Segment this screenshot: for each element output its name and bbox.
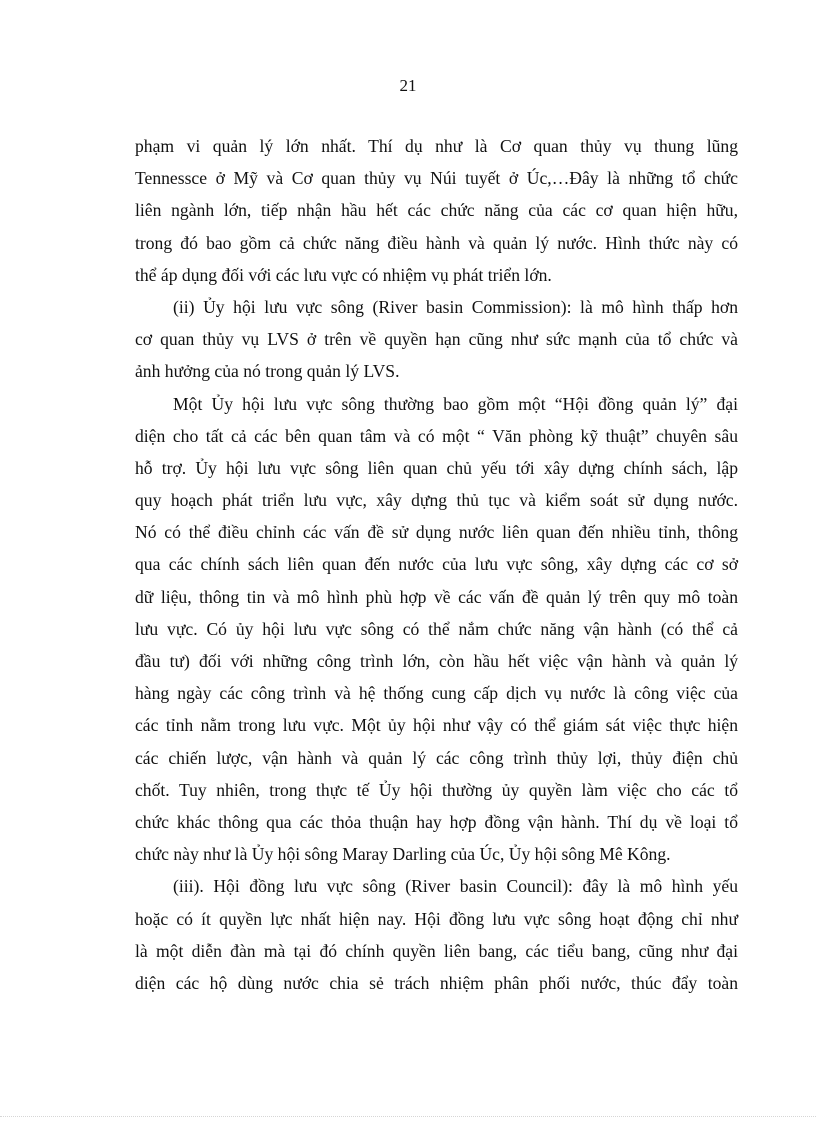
text-line: quy hoạch phát triển lưu vực, xây dựng thủ tục và kiểm soát sử dụng nước.	[135, 490, 738, 511]
text-line: thể áp dụng đối với các lưu vực có nhiệm vụ phát triển lớn.	[135, 264, 552, 285]
page-bottom-divider	[0, 1116, 816, 1117]
text-line: diện cho tất cả các bên quan tâm và có một “ Văn phòng kỹ thuật” chuyên sâu	[135, 425, 738, 446]
text-line: trong đó bao gồm cả chức năng điều hành và quản lý nước. Hình thức này có	[135, 232, 738, 253]
text-line: Một Ủy hội lưu vực sông thường bao gồm một “Hội đồng quản lý” đại	[173, 393, 738, 414]
paragraph	[135, 388, 738, 871]
text-line: hàng ngày các công trình và hệ thống cung cấp dịch vụ nước là công việc của	[135, 683, 738, 704]
text-line: phạm vi quản lý lớn nhất. Thí dụ như là Cơ quan thủy vụ thung lũng	[135, 136, 738, 156]
text-line: liên ngành lớn, tiếp nhận hầu hết các chức năng của các cơ quan hiện hữu,	[135, 200, 738, 221]
text-line: (iii). Hội đồng lưu vực sông (River basin Council): đây là mô hình yếu	[173, 876, 738, 897]
paragraph	[135, 291, 738, 388]
paragraph	[135, 130, 738, 291]
page-number: 21	[399, 76, 417, 95]
text-line: chốt. Tuy nhiên, trong thực tế Ủy hội thường ủy quyền làm việc cho các tổ	[135, 779, 738, 800]
text-line: diện các hộ dùng nước chia sẻ trách nhiệm phân phối nước, thúc đẩy toàn	[135, 972, 738, 993]
text-line: là một diễn đàn mà tại đó chính quyền liên bang, các tiểu bang, cũng như đại	[135, 940, 738, 961]
body-text	[135, 130, 738, 999]
paragraph	[135, 870, 738, 999]
text-line: Tennessce ở Mỹ và Cơ quan thủy vụ Núi tuyết ở Úc,…Đây là những tổ chức	[135, 168, 738, 189]
text-line: cơ quan thủy vụ LVS ở trên về quyền hạn cũng như sức mạnh của tổ chức và	[135, 329, 738, 350]
text-line: chức này như là Ủy hội sông Maray Darling của Úc, Ủy hội sông Mê Kông.	[135, 844, 671, 865]
text-line: đầu tư) đối với những công trình lớn, còn hầu hết việc vận hành và quản lý	[135, 651, 738, 671]
text-line: Nó có thể điều chỉnh các vấn đề sử dụng nước liên quan đến nhiều tỉnh, thông	[135, 522, 738, 543]
text-line: ảnh hưởng của nó trong quản lý LVS.	[135, 361, 400, 382]
text-line: hoặc có ít quyền lực nhất hiện nay. Hội đồng lưu vực sông hoạt động chỉ như	[135, 908, 738, 929]
text-line: (ii) Ủy hội lưu vực sông (River basin Commission): là mô hình thấp hơn	[173, 296, 738, 317]
text-line: các chiến lược, vận hành và quản lý các công trình thủy lợi, thủy điện chủ	[135, 747, 738, 768]
text-line: qua các chính sách liên quan đến nước của lưu vực sông, xây dựng các cơ sở	[135, 554, 738, 575]
text-line: lưu vực. Có ủy hội lưu vực sông có thể nắm chức năng vận hành (có thể cả	[135, 618, 738, 639]
text-line: dữ liệu, thông tin và mô hình phù hợp về các vấn đề quản lý trên quy mô toàn	[135, 586, 738, 607]
text-line: hỗ trợ. Ủy hội lưu vực sông liên quan chủ yếu tới xây dựng chính sách, lập	[135, 457, 738, 478]
text-line: các tỉnh nằm trong lưu vực. Một ủy hội như vậy có thể giám sát việc thực hiện	[135, 715, 738, 736]
text-line: chức khác thông qua các thỏa thuận hay hợp đồng vận hành. Thí dụ về loại tổ	[135, 811, 738, 832]
